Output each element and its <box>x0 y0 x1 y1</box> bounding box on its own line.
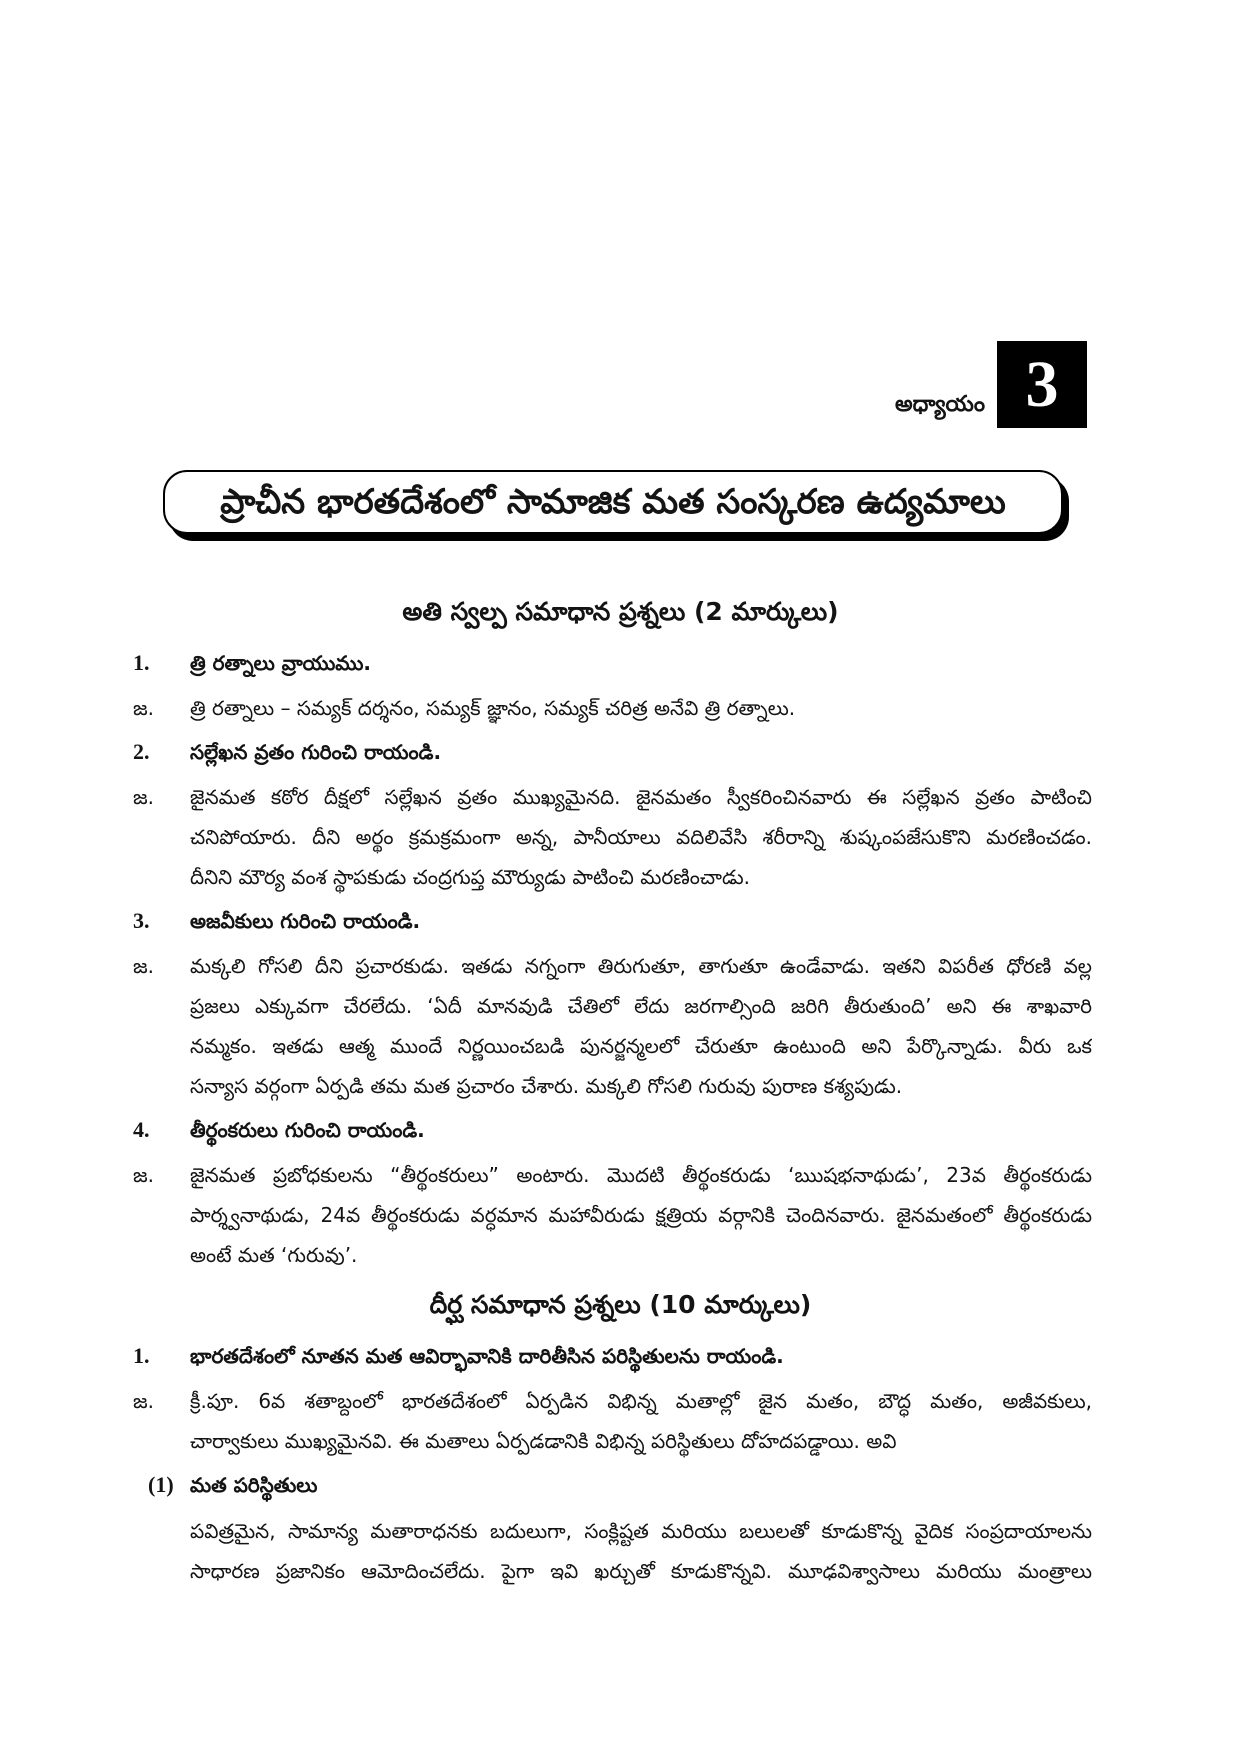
answer-marker: జ. <box>133 1163 154 1187</box>
question-number: 2. <box>133 739 150 764</box>
section-heading: అతి స్వల్ప సమాధాన ప్రశ్నలు (2 మార్కులు) <box>402 597 839 626</box>
answer-marker: జ. <box>133 696 154 720</box>
question-number: 1. <box>133 1343 150 1368</box>
answer-line: జైనమత కఠోర దీక్షలో సల్లేఖన వ్రతం ముఖ్యమైనది. జైనమతం స్వీకరించినవారు ఈ సల్లేఖన వ్రతం పాటించి <box>190 785 1092 809</box>
answer-line: ప్రజలు ఎక్కువగా చేరలేదు. ‘ఏదీ మానవుడి చేతిలో లేదు జరగాల్సింది జరిగి తీరుతుంది’ అని ఈ శాఖవారి <box>190 994 1092 1018</box>
answer-line: మక్కలి గోసలి దీని ప్రచారకుడు. ఇతడు నగ్నంగా తిరుగుతూ, తాగుతూ ఉండేవాడు. ఇతని విపరీత ధోరణి వల్ల <box>190 954 1092 978</box>
answer-row <box>0 688 1241 728</box>
answer-line: త్రి రత్నాలు – సమ్యక్ దర్శనం, సమ్యక్ జ్ఞానం, సమ్యక్ చరిత్ర అనేవి త్రి రత్నాలు. <box>190 696 796 720</box>
answer-marker: జ. <box>133 1389 154 1413</box>
answer-row <box>0 1026 1241 1066</box>
answer-row <box>0 946 1241 986</box>
paragraph-line: సాధారణ ప్రజానికం ఆమోదించలేదు. పైగా ఇవి ఖర్చుతో కూడుకొన్నవి. మూఢవిశ్వాసాలు మరియు మంత్రాలు <box>190 1559 1092 1583</box>
question-row <box>0 1336 1241 1376</box>
answer-marker: జ. <box>133 785 154 809</box>
answer-line: అంటే మత ‘గురువు’. <box>190 1243 358 1267</box>
question-number: 3. <box>133 908 150 933</box>
answer-row <box>0 857 1241 897</box>
answer-row <box>0 1195 1241 1235</box>
answer-row <box>0 1421 1241 1461</box>
answer-line: క్రీ.పూ. 6వ శతాబ్దంలో భారతదేశంలో ఏర్పడిన విభిన్న మతాల్లో జైన మతం, బౌద్ధ మతం, అజీవకులు, <box>190 1389 1092 1413</box>
answer-row <box>0 986 1241 1026</box>
section-heading: దీర్ఘ సమాధాన ప్రశ్నలు (10 మార్కులు) <box>429 1290 812 1319</box>
question-text: త్రి రత్నాలు వ్రాయుము. <box>190 651 371 675</box>
question-row <box>0 1110 1241 1150</box>
answer-row <box>0 817 1241 857</box>
answer-row <box>0 1381 1241 1421</box>
answer-marker: జ. <box>133 954 154 978</box>
subsection-heading-row <box>0 1465 1241 1505</box>
question-number: 1. <box>133 650 150 675</box>
answer-line: నమ్మకం. ఇతడు ఆత్మ ముందే నిర్ణయించబడి పునర్జన్మలలో చేరుతూ ఉంటుంది అని పేర్కొన్నాడు. వీరు ఒక <box>190 1034 1092 1058</box>
answer-line: చార్వాకులు ముఖ్యమైనవి. ఈ మతాలు ఏర్పడడానికి విభిన్న పరిస్థితులు దోహదపడ్డాయి. అవి <box>190 1429 897 1453</box>
answer-line: జైనమత ప్రబోధకులను “తీర్థంకరులు” అంటారు. మొదటి తీర్థంకరుడు ‘ఋషభనాథుడు’, 23వ తీర్థంకరుడు <box>190 1163 1092 1187</box>
question-text: తీర్థంకరులు గురించి రాయండి. <box>190 1118 425 1142</box>
subsection-number: (1) <box>148 1472 174 1497</box>
subsection-heading: మత పరిస్థితులు <box>190 1473 318 1497</box>
paragraph-line: పవిత్రమైన, సామాన్య మతారాధనకు బదులుగా, సంక్లిష్టత మరియు బలులతో కూడుకొన్న వైదిక సంప్రదాయాలను <box>190 1519 1092 1543</box>
answer-line: పార్శ్వనాథుడు, 24వ తీర్థంకరుడు వర్ధమాన మహావీరుడు క్షత్రియ వర్గానికి చెందినవారు. జైనమతంలో తీర్థంకరుడు <box>190 1203 1092 1227</box>
question-row <box>0 901 1241 941</box>
page-content <box>0 592 1241 1591</box>
question-text: అజవీకులు గురించి రాయండి. <box>190 909 421 933</box>
answer-line: దీనిని మౌర్య వంశ స్థాపకుడు చంద్రగుప్త మౌర్యుడు పాటించి మరణించాడు. <box>190 865 751 889</box>
chapter-title: ప్రాచీన భారతదేశంలో సామాజిక మత సంస్కరణ ఉద్యమాలు <box>163 470 1063 534</box>
answer-line: చనిపోయారు. దీని అర్థం క్రమక్రమంగా అన్న, పానీయాలు వదిలివేసి శరీరాన్ని శుష్కంపజేసుకొని మరణించడం. <box>190 825 1092 849</box>
answer-line: సన్యాస వర్గంగా ఏర్పడి తమ మత ప్రచారం చేశారు. మక్కలి గోసలి గురువు పురాణ కశ్యపుడు. <box>190 1074 903 1098</box>
chapter-label: అధ్యాయం <box>894 392 985 417</box>
question-text: సల్లేఖన వ్రతం గురించి రాయండి. <box>190 740 442 764</box>
question-row <box>0 643 1241 683</box>
question-row <box>0 732 1241 772</box>
chapter-number-box: 3 <box>997 341 1087 428</box>
answer-row <box>0 1235 1241 1275</box>
answer-row <box>0 777 1241 817</box>
paragraph-row <box>0 1511 1241 1551</box>
question-number: 4. <box>133 1117 150 1142</box>
answer-row <box>0 1066 1241 1106</box>
question-text: భారతదేశంలో నూతన మత ఆవిర్భావానికి దారితీసిన పరిస్థితులను రాయండి. <box>190 1344 784 1368</box>
answer-row <box>0 1155 1241 1195</box>
paragraph-row <box>0 1551 1241 1591</box>
